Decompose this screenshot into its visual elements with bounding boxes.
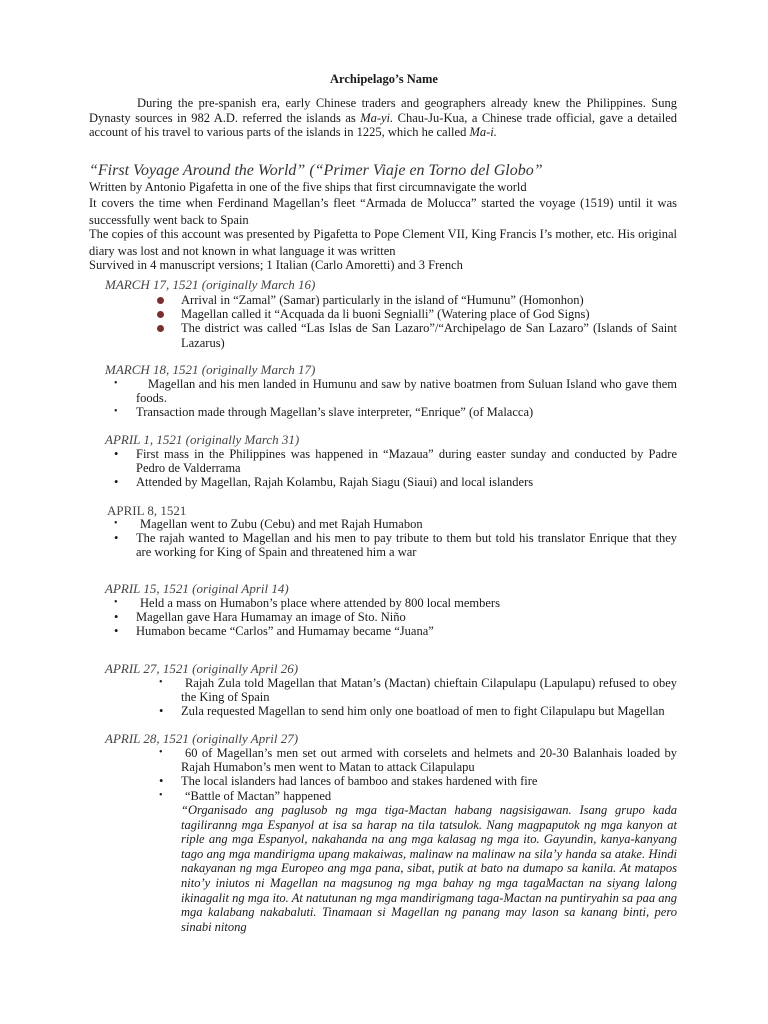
bullet-icon: • [114, 624, 119, 639]
voyage-point-text: It covers the time when Ferdinand Magellan’s fleet “Armada de Molucca” started the voyage (1519) until it was successfully went back to Spain [89, 196, 677, 227]
intro-lead: During the pre-spanish era, early Chinese traders and geographers already knew the Philippines. Sung Dynasty sources in 982 A.D. referred the islands as [89, 96, 677, 125]
list-item-text: First mass in the Philippines was happened in “Mazaua” during easter sunday and conducted by Padre Pedro de Valderrama [136, 447, 677, 476]
april1-list [114, 447, 677, 490]
list-item [114, 596, 677, 610]
april15-list [114, 596, 677, 639]
date-heading: MARCH 18, 1521 (originally March 17) [105, 362, 316, 377]
small-bullet-icon: • [114, 378, 118, 389]
voyage-heading: “First Voyage Around the World” (“Primer Viaje en Torno del Globo” [89, 162, 543, 179]
list-item [159, 746, 677, 775]
list-item-text: Zula requested Magellan to send him only one boatload of men to fight Cilapulapu but Magellan [181, 704, 665, 719]
list-item-text: Arrival in “Zamal” (Samar) particularly in the island of “Humunu” (Homonhon) [181, 293, 584, 307]
list-item [114, 517, 677, 531]
list-item-text: 60 of Magellan’s men set out armed with corselets and helmets and 20-30 Balanhais loaded by Rajah Humabon’s men went to Matan to attack Cilapulapu [181, 746, 677, 775]
bullet-icon: • [114, 610, 119, 625]
small-bullet-icon: • [159, 677, 163, 688]
bullet-icon: • [159, 704, 164, 719]
date-heading: APRIL 1, 1521 (originally March 31) [105, 432, 300, 447]
voyage-point-text: Written by Antonio Pigafetta in one of the five ships that first circumnavigate the world [89, 180, 527, 194]
april27-list [159, 676, 677, 719]
page-title: Archipelago’s Name [330, 72, 438, 86]
bullet-icon: • [159, 774, 164, 789]
list-item [181, 293, 677, 307]
voyage-points [89, 180, 689, 274]
bullet-icon: • [114, 475, 119, 490]
list-item [114, 405, 677, 420]
voyage-point [89, 180, 689, 196]
list-item-text: Magellan and his men landed in Humunu and saw by native boatmen from Suluan Island who gave them foods. [136, 377, 677, 406]
list-item-text: The rajah wanted to Magellan and his men to pay tribute to them but told his translator Enrique that they are working for King of Spain and threatened him a war [136, 531, 677, 560]
april8-list [114, 517, 677, 560]
list-item [114, 447, 677, 476]
date-heading: MARCH 17, 1521 (originally March 16) [105, 277, 316, 292]
list-item-text: Humabon became “Carlos” and Humamay became “Juana” [136, 624, 434, 639]
list-item-text: Magellan gave Hara Humamay an image of Sto. Niño [136, 610, 406, 625]
list-item [159, 774, 677, 789]
small-bullet-icon: • [114, 518, 118, 529]
list-item [114, 610, 677, 625]
round-bullet-icon [157, 297, 164, 304]
small-bullet-icon: • [159, 789, 163, 801]
list-item [159, 676, 677, 705]
list-item-text: Transaction made through Magellan’s slave interpreter, “Enrique” (of Malacca) [136, 405, 534, 420]
intro-paragraph [89, 96, 677, 140]
date-heading: APRIL 27, 1521 (originally April 26) [105, 661, 299, 676]
voyage-point [89, 227, 677, 258]
voyage-point-text: His original diary was lost and not known in what language it was written [89, 227, 677, 258]
list-item [181, 321, 677, 349]
voyage-point-text: Survived in 4 manuscript versions; 1 Italian (Carlo Amoretti) and 3 French [89, 258, 463, 273]
list-item [181, 307, 677, 321]
small-bullet-icon: • [114, 597, 118, 608]
list-item-text: Magellan went to Zubu (Cebu) and met Rajah Humabon [140, 517, 423, 531]
voyage-point [89, 258, 689, 274]
list-item-text: Attended by Magellan, Rajah Kolambu, Rajah Siagu (Siaui) and local islanders [136, 475, 534, 490]
intro-mid: Chau-Ju-Kua, a Chinese trade official, gave a detailed account of his travel to various parts of the islands in 1225, which he called [89, 110, 677, 140]
list-item-text: Held a mass on Humabon’s place where attended by 800 local members [140, 596, 500, 610]
intro-ma-i: Ma-i. [469, 125, 497, 140]
date-heading: APRIL 8, 1521 [107, 503, 187, 518]
list-item-text: “Battle of Mactan” happened [185, 788, 332, 803]
voyage-point-text: The copies of this account was presented by Pigafetta to Pope Clement VII, King Francis I’s mother, etc. [89, 227, 615, 242]
list-item [159, 788, 677, 803]
list-item [114, 377, 677, 406]
date-heading: APRIL 15, 1521 (original April 14) [105, 581, 289, 596]
list-item [159, 704, 677, 719]
round-bullet-icon [157, 325, 164, 332]
voyage-point [89, 196, 677, 227]
list-item [114, 475, 677, 490]
intro-ma-yi: Ma-yi. [360, 110, 394, 125]
list-item [114, 624, 677, 639]
bullet-icon: • [114, 447, 119, 461]
march18-list [114, 377, 677, 420]
list-item-text: The district was called “Las Islas de San Lazaro”/“Archipelago de San Lazaro” (Islands of Saint Lazarus) [181, 321, 677, 350]
battle-quote: “Organisado ang paglusob ng mga tiga-Mactan habang nagsisigawan. Isang grupo kada tagiliranng mga Espanyol at isa sa harap na tila tatsulok. Nang magpaputok ng mga kanyon at riple ang mga Espanyol, nakahanda na ang mga kalasag ng mga ito. Gayundin, kanya-kanyang tago ang mga mandirigma upang makaiwas, malinaw na malinaw na sila’y handa sa atake. Hindi nakayanan ng mga Europeo ang mga pana, sibat, putik at bato na dumapo sa kanila. At matapos nito’y iniutos ni Magellan na magsunog ng mga bahay ng mga tagaMactan na siyang lalong ikinagalit ng mga ito. At natutunan ng mga mandirigmang taga-Mactan na puntiryahin sa paa ang mga kalabang nakabaluti. Tinamaan si Magellan ng panang may lason sa kanang binti, pero sinabi nitong [181, 803, 677, 934]
small-bullet-icon: • [114, 406, 118, 418]
list-item-text: Magellan called it “Acquada da li buoni Segnialli” (Watering place of God Signs) [181, 307, 590, 322]
date-heading: APRIL 28, 1521 (originally April 27) [105, 731, 299, 746]
round-bullet-icon [157, 311, 164, 318]
march17-list [181, 293, 677, 350]
list-item-text: Rajah Zula told Magellan that Matan’s (Mactan) chieftain Cilapulapu (Lapulapu) refused to obey the King of Spain [181, 676, 677, 705]
small-bullet-icon: • [159, 747, 163, 758]
bullet-icon: • [114, 531, 119, 546]
april28-list [159, 746, 677, 803]
list-item [114, 531, 677, 560]
list-item-text: The local islanders had lances of bamboo and stakes hardened with fire [181, 774, 538, 789]
